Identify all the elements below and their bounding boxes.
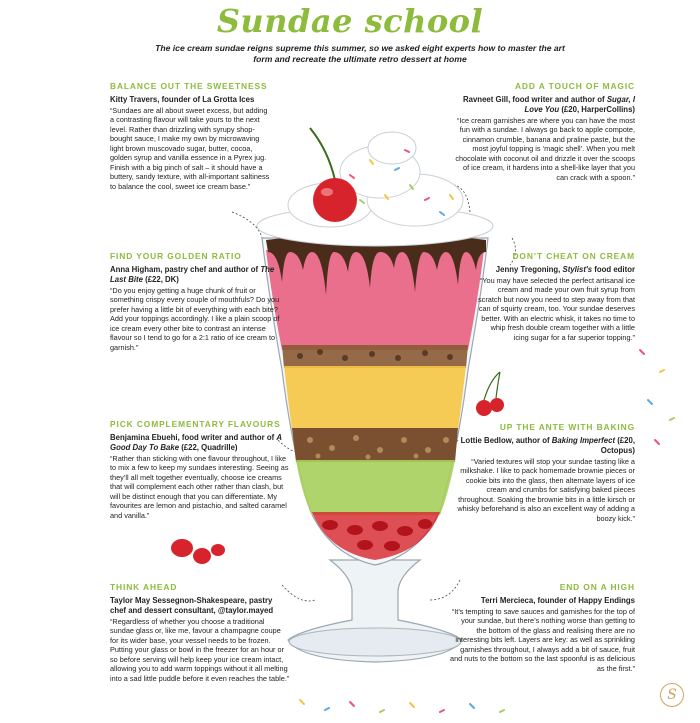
tip-cream (475, 252, 635, 342)
tip-ante (455, 423, 635, 523)
tip-author: Benjamina Ebuehi, food writer and author of A Good Day To Bake (£22, Quadrille) (110, 432, 282, 452)
tip-heading: UP THE ANTE WITH BAKING (499, 422, 635, 432)
tip-body: “Do you enjoy getting a huge chunk of fruit or something crispy every couple of mouthfuls? Do you prefer having a little bit of everything with each bite? Add your toppings accordingly. I like a plain scoop of ice cream every other bite to contrast an intense flavour so I tend to go for a 2:1 ratio of ice cream to garnish.” (110, 285, 280, 352)
tip-author: Lottie Bedlow, author of Baking Imperfect (£20, Octopus) (460, 435, 635, 455)
tip-high (450, 583, 635, 673)
layer-crumb-1 (282, 345, 468, 368)
tip-heading: FIND YOUR GOLDEN RATIO (110, 251, 242, 261)
tip-heading: BALANCE OUT THE SWEETNESS (110, 81, 268, 91)
tip-author: Ravneet Gill, food writer and author of Sugar, I Love You (£20, HarperCollins) (463, 94, 635, 114)
tip-body: “You may have selected the perfect artisanal ice cream and made your own fruit syrup from scratch but now you need to step away from that can of squirty cream, too. Your sundae deserves better. With an electric whisk, it takes no time to whip fresh double cream together with a little icing sugar for a far superior topping.” (478, 275, 635, 342)
tip-ratio (110, 252, 280, 352)
tip-author: Anna Higham, pastry chef and author of The Last Bite (£22, DK) (110, 264, 275, 284)
tip-author: Taylor May Sessegnon-Shakespeare, pastry chef and dessert consultant, @taylor.mayed (110, 595, 274, 615)
glass-base (288, 560, 462, 662)
tip-author: Kitty Travers, founder of La Grotta Ices (110, 94, 255, 104)
tip-complementary (110, 420, 290, 520)
intro-text: The ice cream sundae reigns supreme this summer, so we asked eight experts how to master the art form and recreate the ultimate retro dessert at home (155, 43, 565, 64)
brand-badge: S (660, 683, 684, 707)
loose-berries (171, 539, 225, 564)
tip-heading: DON’T CHEAT ON CREAM (512, 251, 635, 261)
tip-body: “Sundaes are all about sweet excess, but adding a contrasting flavour will take yours to the next level. Rather than drizzling with syrupy shop-bought sauce, I make my own by microwaving light brown muscovado sugar, butter, cocoa, golden syrup and vanilla essence in a Pyrex jug. Finish with a big pinch of salt – it should have a buttery, sandy texture, with all-important saltiness to balance the cool, sweet ice cream base.” (110, 105, 270, 191)
tip-heading: END ON A HIGH (559, 582, 635, 592)
layer-crumb-2 (292, 428, 458, 462)
page-title: Sundae school (216, 2, 484, 40)
tip-heading: PICK COMPLEMENTARY FLAVOURS (110, 419, 281, 429)
tip-author: Terri Mercieca, founder of Happy Endings (480, 595, 635, 605)
side-cherries (476, 372, 504, 416)
tip-body: “Rather than sticking with one flavour throughout, I like to mix a few to keep my sundaes interesting. Seeing as they’ll all melt together eventually, choose ice creams that will complement each other rather than clash, but will be distinct enough that you can differentiate. My favourites are lemon and pistachio, and salted caramel and vanilla.” (110, 453, 289, 520)
tip-body: “It’s tempting to save sauces and garnishes for the top of your sundae, but there’s nothing worse than getting to the bottom of the glass and realising there are no interesting bits left. Layers are key: as well as sprinkling garnishes throughout, I always add a bit of sauce, fruit and nuts to the bottom so the last spoonful is as delicious as the first.” (450, 606, 635, 673)
layer-strawberry (266, 250, 484, 350)
tip-author: Jenny Tregoning, Stylist's food editor (495, 264, 635, 274)
tip-ahead (110, 583, 290, 683)
layer-berries (312, 512, 440, 560)
tip-balance (110, 82, 270, 191)
layer-lemon (284, 366, 466, 430)
tip-body: “Varied textures will stop your sundae tasting like a milkshake. I like to pack homemade brownie pieces or cookie bits into the glass, then alternate layers of ice cream and crumbs for satisfying baked pieces throughout. Soaking the brownie bits in a little kirsch or whisky beforehand is also an excellent way of adding a boozy kick.” (457, 456, 635, 523)
tip-magic (455, 82, 635, 182)
tip-body: “Regardless of whether you choose a traditional sundae glass or, like me, favour a champagne coupe for its wider base, your vessel needs to be frozen. Putting your glass or bowl in the freezer for an hour or so before serving will help keep your ice cream intact, allowing you to add warm toppings without it all melting into a sad little puddle before it even reaches the table.” (110, 616, 290, 683)
tip-body: “Ice cream garnishes are where you can have the most fun with a sundae. I always go back to apple compote, cinnamon crumble, banana and praline paste, but the most joyful topping is ‘magic shell’. When you melt chocolate with coconut oil and drizzle it over the scoops of ice cream, it hardens into a shell-like layer that you can crack with a spoon.” (455, 115, 635, 182)
tip-heading: THINK AHEAD (110, 582, 178, 592)
tip-heading: ADD A TOUCH OF MAGIC (514, 81, 635, 91)
layer-pistachio (296, 460, 455, 515)
